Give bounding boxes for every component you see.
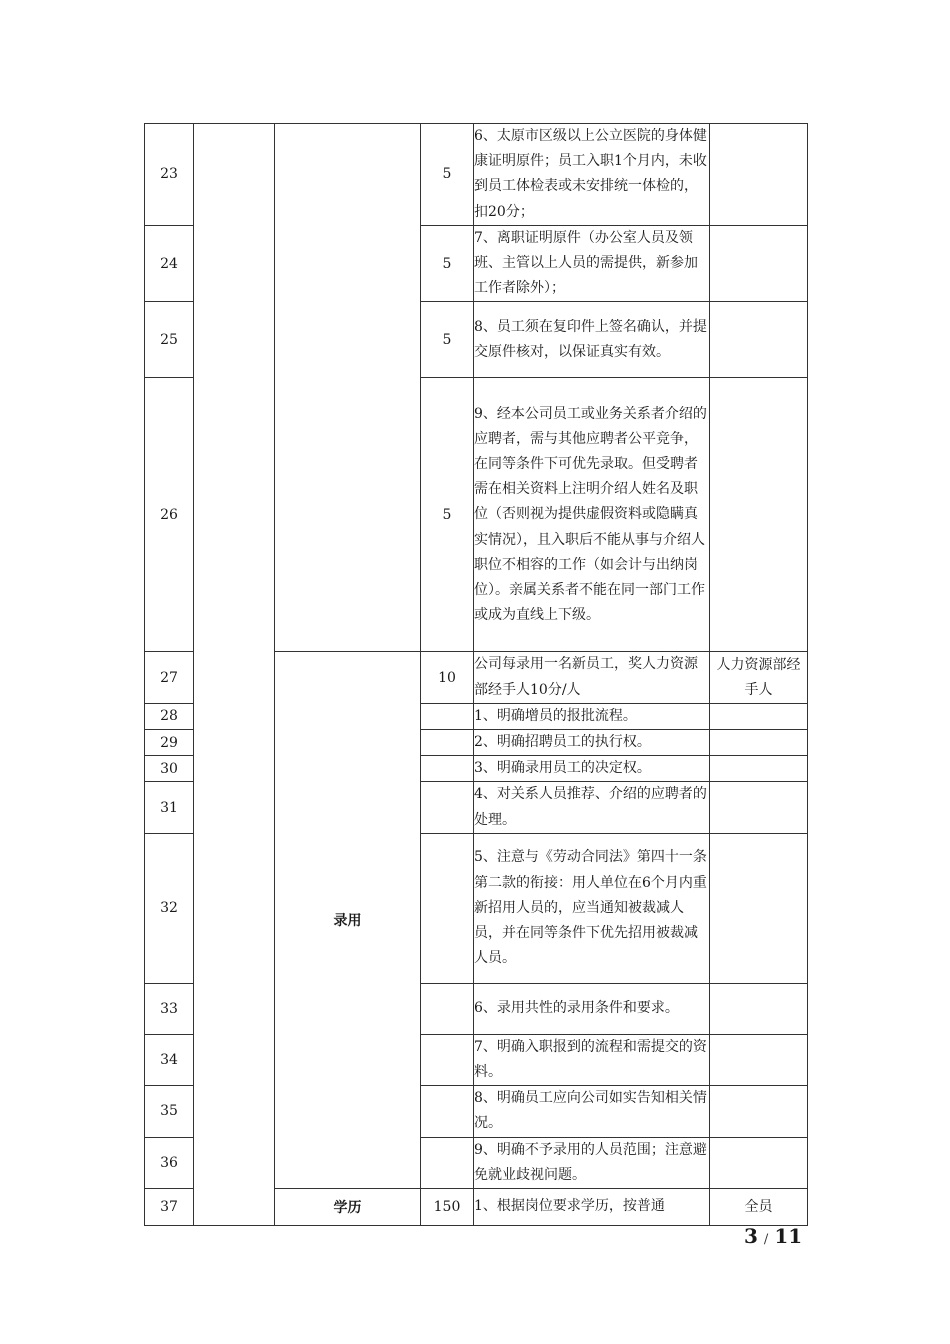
page-current: 3	[744, 1224, 758, 1248]
row-number: 31	[145, 782, 194, 833]
criteria-text: 公司每录用一名新员工，奖人力资源部经手人10分/人	[474, 652, 710, 703]
owner-cell	[710, 1137, 808, 1188]
score-cell	[421, 703, 474, 729]
criteria-text: 6、太原市区级以上公立医院的身体健康证明原件；员工入职1个月内，未收到员工体检表或未安排统一体检的，扣20分；	[474, 124, 710, 226]
score-cell	[421, 1034, 474, 1085]
module-cell	[194, 124, 275, 1226]
category-education: 学历	[275, 1189, 421, 1226]
row-number: 34	[145, 1034, 194, 1085]
criteria-text: 6、录用共性的录用条件和要求。	[474, 983, 710, 1034]
criteria-text: 3、明确录用员工的决定权。	[474, 756, 710, 782]
criteria-text: 9、明确不予录用的人员范围；注意避免就业歧视问题。	[474, 1137, 710, 1188]
table-row	[145, 124, 808, 226]
criteria-text: 5、注意与《劳动合同法》第四十一条第二款的衔接：用人单位在6个月内重新招用人员的，应当通知被裁减人员，并在同等条件下优先招用被裁减人员。	[474, 833, 710, 983]
criteria-text: 4、对关系人员推荐、介绍的应聘者的处理。	[474, 782, 710, 833]
page-separator: /	[763, 1232, 769, 1247]
owner-cell	[710, 124, 808, 226]
score-cell	[421, 833, 474, 983]
score-cell	[421, 782, 474, 833]
owner-cell	[710, 983, 808, 1034]
score-cell	[421, 1086, 474, 1137]
page-number	[744, 1224, 802, 1248]
page-total: 11	[774, 1224, 803, 1248]
owner-cell: 人力资源部经手人	[710, 652, 808, 703]
row-number: 32	[145, 833, 194, 983]
score-cell: 150	[421, 1189, 474, 1226]
row-number: 37	[145, 1189, 194, 1226]
criteria-text: 1、根据岗位要求学历，按普通	[474, 1189, 710, 1226]
score-cell	[421, 730, 474, 756]
criteria-text: 8、员工须在复印件上签名确认，并提交原件核对，以保证真实有效。	[474, 302, 710, 378]
category-hiring: 录用	[275, 652, 421, 1189]
score-cell	[421, 983, 474, 1034]
owner-cell: 全员	[710, 1189, 808, 1226]
criteria-text: 8、明确员工应向公司如实告知相关情况。	[474, 1086, 710, 1137]
owner-cell	[710, 703, 808, 729]
score-cell: 5	[421, 225, 474, 302]
owner-cell	[710, 378, 808, 652]
row-number: 28	[145, 703, 194, 729]
owner-cell	[710, 833, 808, 983]
row-number: 30	[145, 756, 194, 782]
criteria-text: 2、明确招聘员工的执行权。	[474, 730, 710, 756]
row-number: 29	[145, 730, 194, 756]
owner-cell	[710, 225, 808, 302]
criteria-text: 1、明确增员的报批流程。	[474, 703, 710, 729]
score-cell	[421, 1137, 474, 1188]
owner-cell	[710, 302, 808, 378]
row-number: 27	[145, 652, 194, 703]
score-cell	[421, 756, 474, 782]
owner-cell	[710, 782, 808, 833]
score-cell: 5	[421, 302, 474, 378]
criteria-text: 7、离职证明原件（办公室人员及领班、主管以上人员的需提供，新参加工作者除外）；	[474, 225, 710, 302]
owner-cell	[710, 730, 808, 756]
owner-cell	[710, 756, 808, 782]
owner-cell	[710, 1034, 808, 1085]
row-number: 24	[145, 225, 194, 302]
score-cell: 5	[421, 378, 474, 652]
score-cell: 5	[421, 124, 474, 226]
row-number: 36	[145, 1137, 194, 1188]
owner-cell	[710, 1086, 808, 1137]
criteria-text: 7、明确入职报到的流程和需提交的资料。	[474, 1034, 710, 1085]
criteria-text: 9、经本公司员工或业务关系者介绍的应聘者，需与其他应聘者公平竞争，在同等条件下可优先录取。但受聘者需在相关资料上注明介绍人姓名及职位（否则视为提供虚假资料或隐瞒真实情况），且入职后不能从事与介绍人职位不相容的工作（如会计与出纳岗位）。亲属关系者不能在同一部门工作或成为直线上下级。	[474, 378, 710, 652]
row-number: 26	[145, 378, 194, 652]
row-number: 25	[145, 302, 194, 378]
row-number: 23	[145, 124, 194, 226]
scoring-table	[144, 123, 808, 1226]
category-cell	[275, 124, 421, 652]
score-cell: 10	[421, 652, 474, 703]
row-number: 33	[145, 983, 194, 1034]
row-number: 35	[145, 1086, 194, 1137]
